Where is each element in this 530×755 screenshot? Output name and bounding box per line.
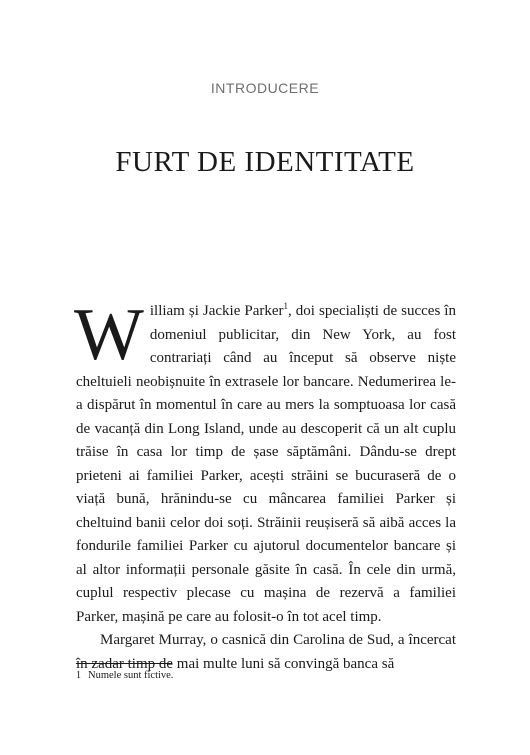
paragraph-2: Margaret Murray, o casnică din Carolina de Sud, a încercat în zadar timp de mai multe luni să convingă banca să bbox=[76, 632, 456, 672]
footnote-reference: 1 bbox=[283, 301, 289, 311]
paragraph-1-lead: illiam și Jackie Parker bbox=[149, 303, 284, 319]
chapter-kicker: INTRODUCERE bbox=[210, 80, 320, 96]
footnote-mark: 1 bbox=[76, 670, 81, 681]
drop-cap: W bbox=[74, 294, 144, 376]
footnote-divider bbox=[76, 663, 172, 664]
paragraph-1-text: , doi specialiști de succes în domeniul publicitar, din New York, au fost contrariați când au început să observe niște cheltuieli neobișnuite în extrasele lor bancare. Nedumerirea le-a dispărut în momentul în care au mers la somptuoasa lor casă de vacanță din Long Island, unde au descoperit că un alt cuplu trăise în casa lor timp de șase săptămâni. Dându-se drept prieteni ai familiei Parker, acești străini se bucuraseră de o viață bună, hrănindu-se cu mâncarea familiei Parker și cheltuind banii celor doi soți. Străinii reușiseră să aibă acces la fondurile familiei Parker cu ajutorul documentelor bancare și al altor informații personale găsite în casă. În cele din urmă, cuplul respectiv plecase cu mașina de rezervă a familiei Parker, mașină pe care au folosit-o în tot acel timp. bbox=[76, 303, 456, 625]
footnote-text: Numele sunt fictive. bbox=[88, 670, 174, 681]
body-text bbox=[74, 294, 456, 676]
footnote bbox=[76, 669, 173, 683]
chapter-title: FURT DE IDENTITATE bbox=[115, 146, 415, 178]
paragraph-1 bbox=[74, 294, 456, 629]
